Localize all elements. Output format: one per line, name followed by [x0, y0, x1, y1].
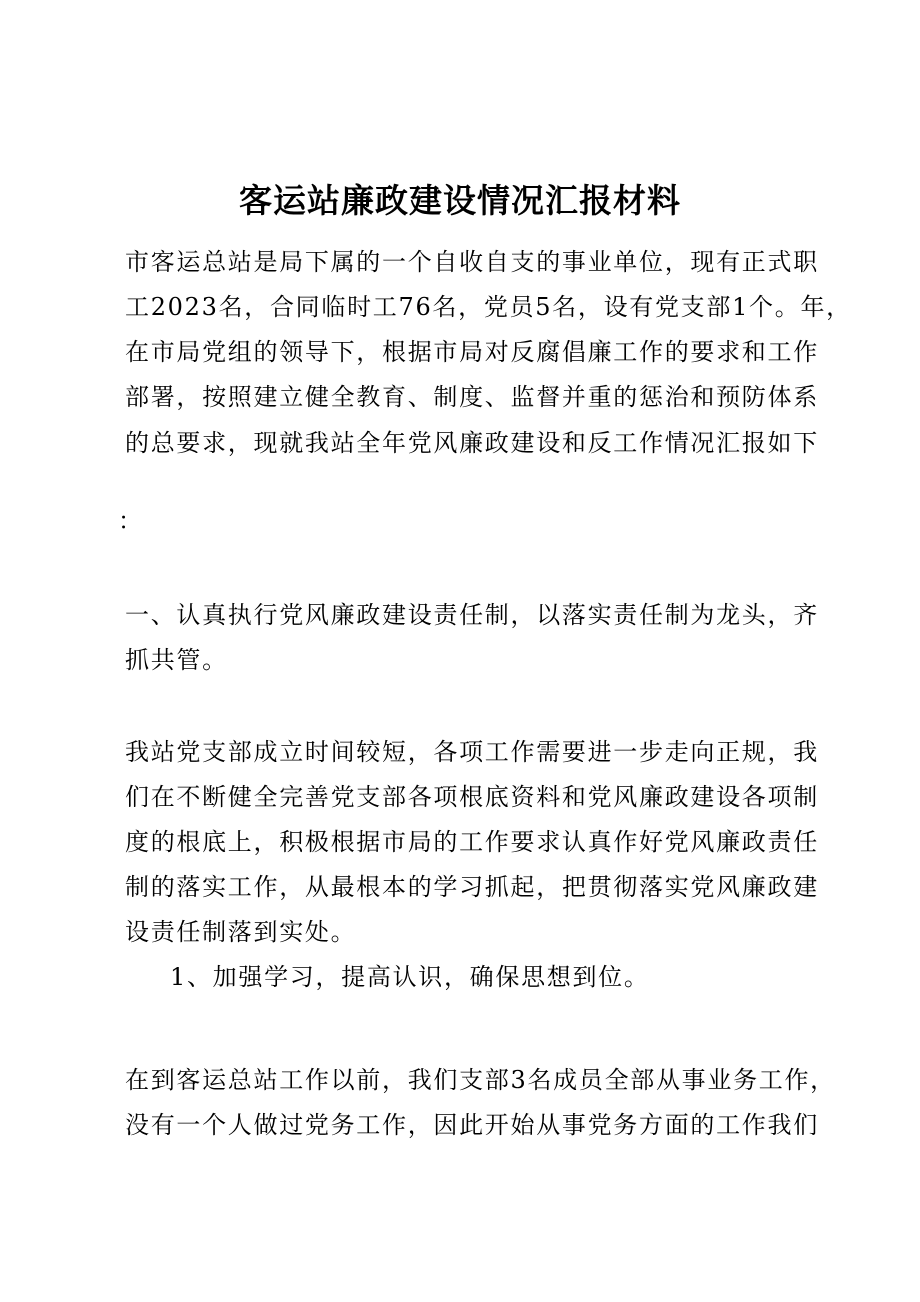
text-line: 抓共管。 [125, 646, 228, 674]
text-line: 没有一个人做过党务工作，因此开始从事党务方面的工作我们 [125, 1111, 819, 1139]
text-line: 我站党支部成立时间较短，各项工作需要进一步走向正规，我 [125, 738, 819, 766]
text-line: 制的落实工作，从最根本的学习抓起，把贯彻落实党风廉政建 [125, 873, 819, 901]
text-line: 们在不断健全完善党支部各项根底资料和党风廉政建设各项制 [125, 783, 819, 811]
text-line: 一、认真执行党风廉政建设责任制，以落实责任制为龙头，齐 [125, 601, 819, 629]
text-line: 度的根底上，积极根据市局的工作要求认真作好党风廉政责任 [125, 828, 819, 856]
text-line: 部署，按照建立健全教育、制度、监督并重的惩治和预防体系 [125, 383, 819, 411]
document-title: 客运站廉政建设情况汇报材料 [239, 181, 681, 220]
text-line: 工2023名，合同临时工76名，党员5名，设有党支部1个。年， [125, 293, 852, 321]
text-line: 市客运总站是局下属的一个自收自支的事业单位，现有正式职 [125, 248, 819, 276]
text-line: 设责任制落到实处。 [125, 918, 357, 946]
text-line: 的总要求，现就我站全年党风廉政建设和反工作情况汇报如下 [125, 429, 819, 457]
text-line: 在到客运总站工作以前，我们支部3名成员全部从事业务工作， [125, 1066, 836, 1094]
text-line: 在市局党组的领导下，根据市局对反腐倡廉工作的要求和工作 [125, 338, 819, 366]
text-line: 1、加强学习，提高认识，确保思想到位。 [170, 963, 650, 991]
text-line: ： [118, 507, 144, 535]
